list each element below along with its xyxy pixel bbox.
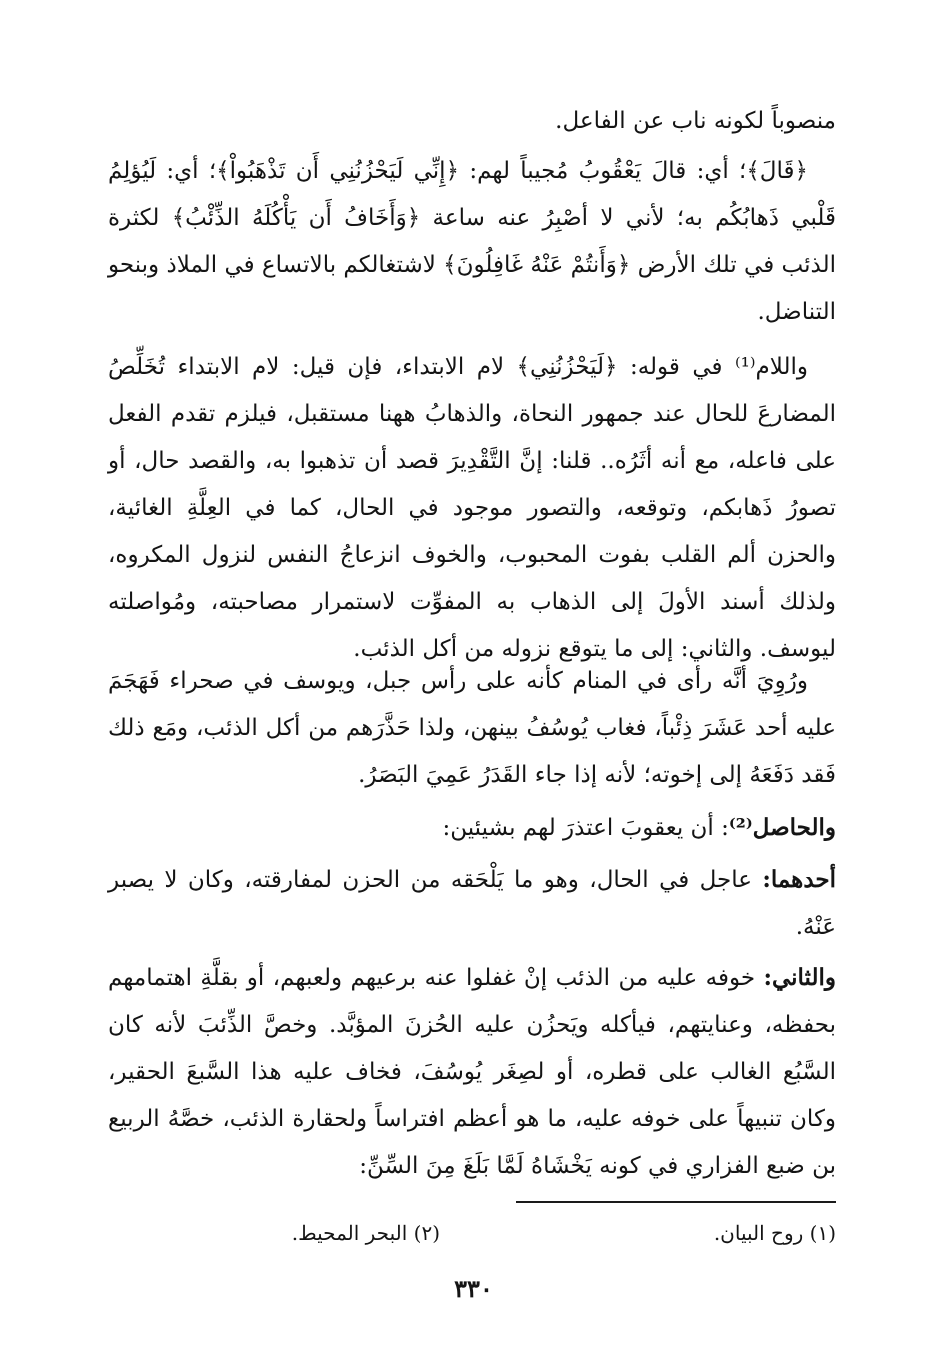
paragraph-continuation: منصوباً لكونه ناب عن الفاعل. <box>555 108 836 134</box>
paragraph-lam-explanation: واللام⁽¹⁾ في قوله: ﴿لَيَحْزُنُنِي﴾ لام الابتداء، فإن قيل: لام الابتداء تُخَلِّصُ المضارعَ للحال عند جمهور النحاة، والذهابُ ههنا مستقبل، فيلزم تقدم الفعل على فاعله، مع أنه أثَرُه.. قلنا: إنَّ التَّقْدِيرَ قصد أن تذهبوا به، والقصد حال، أو تصورُ ذَهابكم، وتوقعه، والتصور موجود في الحال، كما في العِلَّةِ الغائية، والحزن ألم القلب بفوت المحبوب، والخوف انزعاجُ النفس لنزول المكروه، ولذلك أسند الأولَ إلى الذهاب به المفوِّت لاستمرار مصاحبته، ومُواصلته ليوسف. والثاني: إلى ما يتوقع نزوله من أكل الذئب. <box>108 354 836 662</box>
paragraph-second-reason <box>108 954 836 1190</box>
page-number: ٣٣٠ <box>454 1274 493 1303</box>
paragraph-first-reason <box>108 856 836 951</box>
footnote-2: (٢) البحر المحيط. <box>291 1221 440 1245</box>
footnote-1: (١) روح البيان. <box>713 1221 836 1245</box>
paragraph-verse-commentary: ﴿قَالَ﴾؛ أي: قالَ يَعْقُوبُ مُجيباً لهم: ﴿إِنِّي لَيَحْزُنُنِي أَن تَذْهَبُواْ﴾؛ أي: لَيُؤلِمُ قَلْبي ذَهابُكُم به؛ لأني لا أصْبِرُ عنه ساعة ﴿وَأَخَافُ أَن يَأْكُلَهُ الذِّئْبُ﴾ لكثرة الذئب في تلك الأرض ﴿وَأَنتُمْ عَنْهُ غَافِلُونَ﴾ لاشتغالكم بالاتساع في الملاذ وبنحو التناضل. <box>107 158 836 325</box>
paragraph-narration: ورُوِيَ أنَّه رأى في المنام كأنه على رأس جبل، ويوسف في صحراء فَهَجَمَ عليه أحد عَشَرَ ذِئْباً، فغاب يُوسُفُ بينهن، ولذا حَذَّرَهم من أكل الذئب، ومَع ذلك فَقد دَفَعَهُ إلى إخوته؛ لأنه إذا جاء القَدَرُ عَمِيَ البَصَرُ. <box>108 668 836 788</box>
first-reason-heading: أحدهما: <box>762 866 836 893</box>
paragraph-summary <box>108 804 836 852</box>
second-reason-heading: والثاني: <box>763 964 836 991</box>
footnote-separator <box>516 1201 836 1203</box>
first-reason-text: عاجل في الحال، وهو ما يَلْحَقه من الحزن لمفارقته، وكان لا يصبر عَنْهُ. <box>108 867 836 940</box>
second-reason-text: خوفه عليه من الذئب إنْ غفلوا عنه برعيهم ولعبهم، أو بقلَّةِ اهتمامهم بحفظه، وعنايتهم، فيأكله ويَحزُن عليه الحُزنَ المؤبَّد. وخصَّ الذِّئبَ لأنه كان السَّبُع الغالب على قطره، أو لصِغَر يُوسُفَ، فخاف عليه هذا السَّبعَ الحقير، وكان تنبيهاً على خوفه عليه، ما هو أعظم افتراساً ولحقارة الذئب، خصَّهُ الربيع بن ضبع الفزاري في كونه يَخْشَاهُ لَمَّا بَلَغَ مِنَ السِّنِّ: <box>108 965 836 1179</box>
summary-heading: والحاصل⁽²⁾ <box>728 814 836 841</box>
summary-text: : أن يعقوبَ اعتذرَ لهم بشيئين: <box>442 815 729 841</box>
